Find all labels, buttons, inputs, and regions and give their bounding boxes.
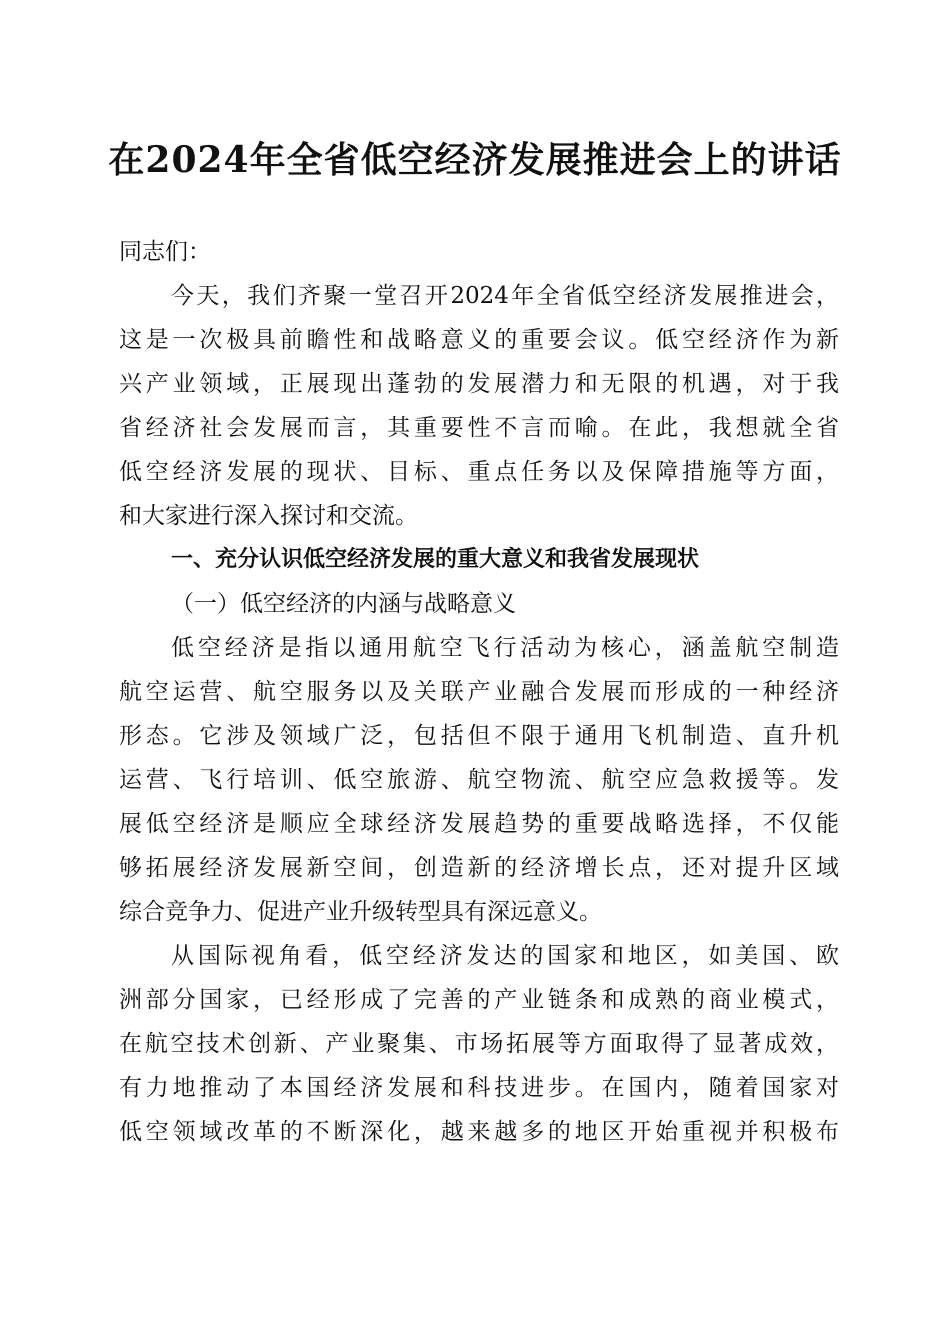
paragraph-line: 航空运营、航空服务以及关联产业融合发展而形成的一种经济 <box>119 679 839 705</box>
paragraph-line: 低空领域改革的不断深化，越来越多的地区开始重视并积极布 <box>119 1119 839 1145</box>
paragraph-line: 综合竞争力、促进产业升级转型具有深远意义。 <box>119 899 602 925</box>
document-title: 在2024年全省低空经济发展推进会上的讲话 <box>108 139 842 181</box>
paragraph-line: 洲部分国家，已经形成了完善的产业链条和成熟的商业模式， <box>119 987 839 1013</box>
paragraph-line: 这是一次极具前瞻性和战略意义的重要会议。低空经济作为新 <box>119 327 839 353</box>
paragraph-line: 运营、飞行培训、低空旅游、航空物流、航空应急救援等。发 <box>119 767 839 793</box>
paragraph-line: 和大家进行深入探讨和交流。 <box>119 503 418 529</box>
document-body <box>119 230 839 1154</box>
paragraph-line: 在航空技术创新、产业聚集、市场拓展等方面取得了显著成效， <box>119 1031 839 1057</box>
section-heading: 一、充分认识低空经济发展的重大意义和我省发展现状 <box>171 547 700 572</box>
paragraph-line: 展低空经济是顺应全球经济发展趋势的重要战略选择，不仅能 <box>119 811 839 837</box>
paragraph-line: 从国际视角看，低空经济发达的国家和地区，如美国、欧 <box>171 943 839 969</box>
paragraph-line: 有力地推动了本国经济发展和科技进步。在国内，随着国家对 <box>119 1075 839 1101</box>
paragraph-line: 省经济社会发展而言，其重要性不言而喻。在此，我想就全省 <box>119 415 839 441</box>
paragraph-line: 形态。它涉及领域广泛，包括但不限于通用飞机制造、直升机 <box>119 723 839 749</box>
subsection-heading: （一）低空经济的内涵与战略意义 <box>171 591 516 617</box>
paragraph-line: 够拓展经济发展新空间，创造新的经济增长点，还对提升区域 <box>119 855 839 881</box>
paragraph-line: 今天，我们齐聚一堂召开2024年全省低空经济发展推进会， <box>171 283 839 309</box>
salutation: 同志们： <box>119 239 211 265</box>
paragraph-line: 低空经济发展的现状、目标、重点任务以及保障措施等方面， <box>119 459 839 485</box>
paragraph-line: 兴产业领域，正展现出蓬勃的发展潜力和无限的机遇，对于我 <box>119 371 839 397</box>
paragraph-line: 低空经济是指以通用航空飞行活动为核心，涵盖航空制造 <box>171 635 839 661</box>
